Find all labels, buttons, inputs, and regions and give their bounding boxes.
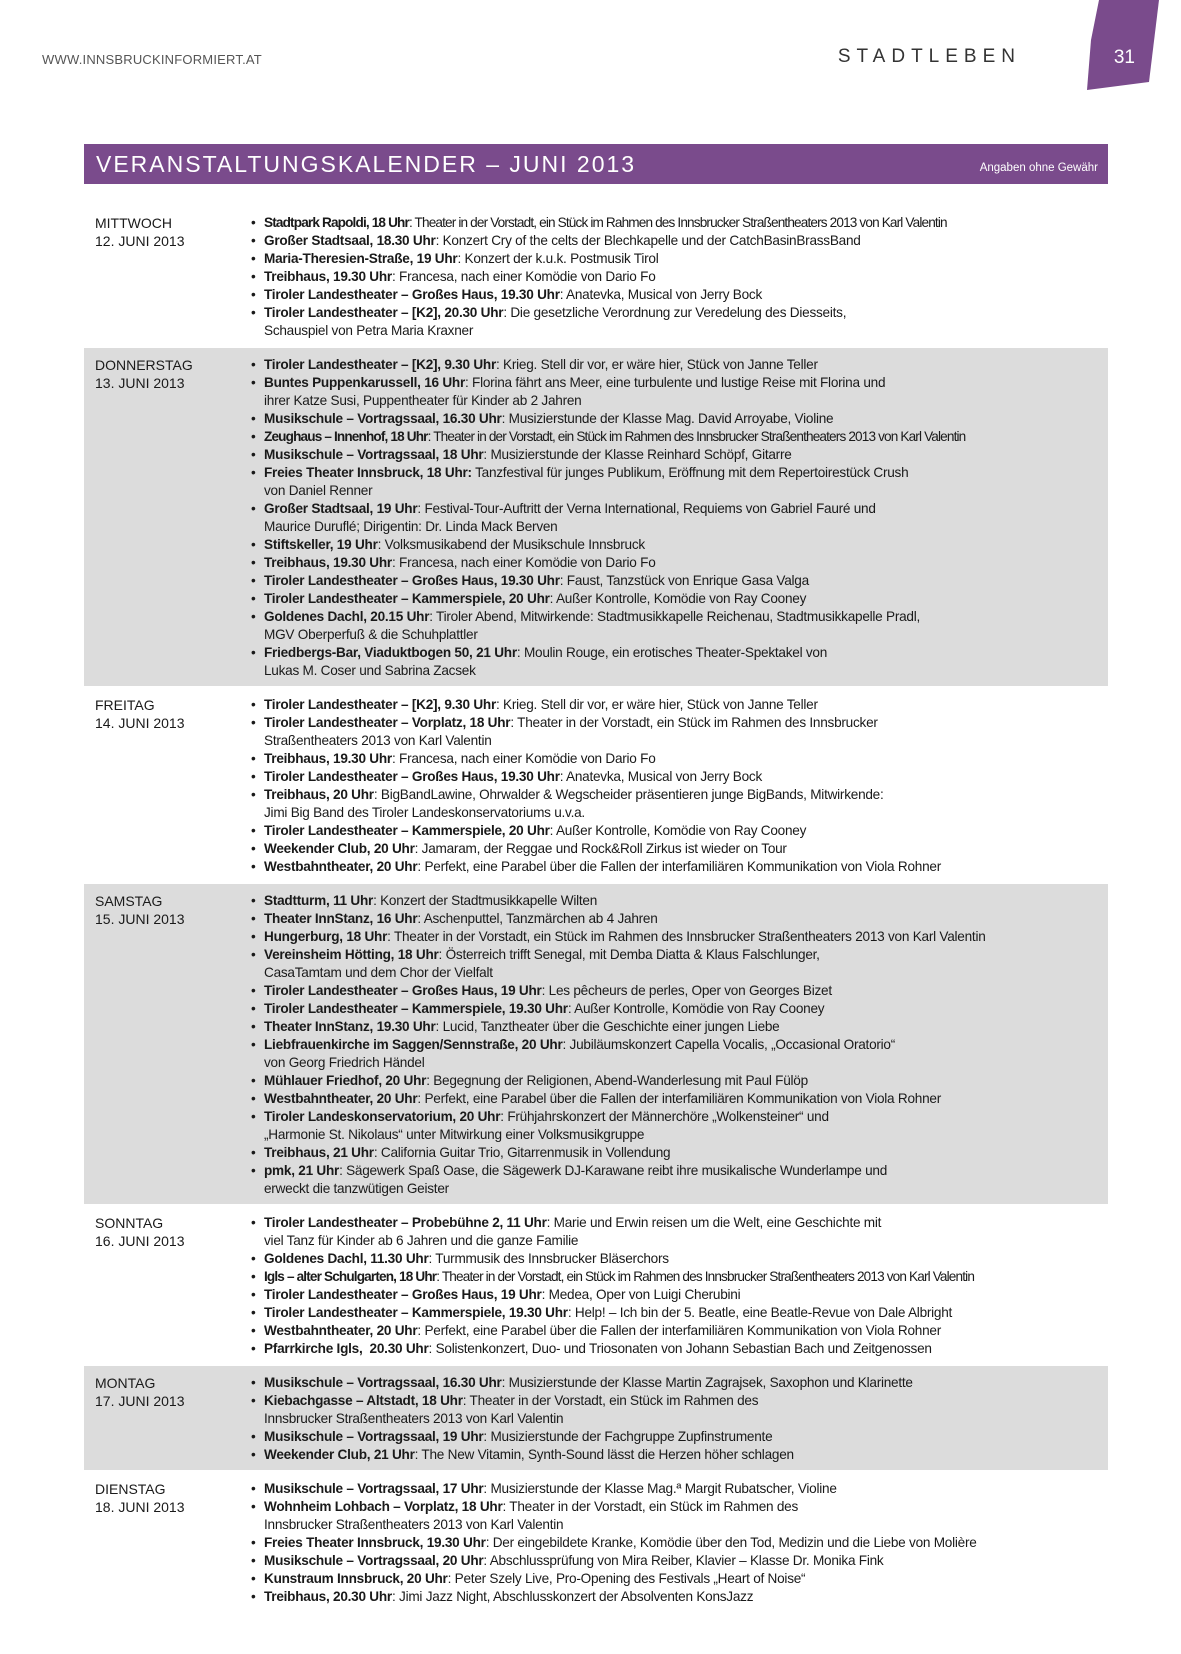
event-venue-time: Kunstraum Innsbruck, 20 Uhr xyxy=(264,1571,448,1586)
event-item xyxy=(251,214,947,232)
event-item xyxy=(251,1072,986,1090)
event-description: : Begegnung der Religionen, Abend-Wanderlesung mit Paul Fülöp xyxy=(426,1073,808,1088)
event-item xyxy=(251,822,941,840)
event-item xyxy=(251,1304,974,1322)
event-item xyxy=(251,374,965,410)
event-description: : Peter Szely Live, Pro-Opening des Festivals „Heart of Noise“ xyxy=(447,1571,806,1586)
event-description: : Anatevka, Musical von Jerry Bock xyxy=(559,769,763,784)
disclaimer: Angaben ohne Gewähr xyxy=(979,162,1098,174)
event-venue-time: Musikschule – Vortragssaal, 16.30 Uhr xyxy=(264,411,502,426)
event-venue-time: Tiroler Landestheater – [K2], 9.30 Uhr xyxy=(264,357,496,372)
event-item xyxy=(251,786,941,822)
event-venue-time: Pfarrkirche Igls, 20.30 Uhr xyxy=(264,1341,429,1356)
event-description: : Sägewerk Spaß Oase, die Sägewerk DJ-Karawane reibt ihre musikalische Wunderlampe und erweckt die tanzwütigen Geister xyxy=(264,1163,888,1196)
event-item xyxy=(251,1428,913,1446)
date: 14. JUNI 2013 xyxy=(95,715,185,731)
event-item xyxy=(251,644,965,680)
event-description: : Frühjahrskonzert der Männerchöre „Wolkensteiner“ und „Harmonie St. Nikolaus“ unter Mitwirkung einer Volksmusikgruppe xyxy=(264,1109,829,1142)
event-venue-time: Kiebachgasse – Altstadt, 18 Uhr xyxy=(264,1393,463,1408)
event-list xyxy=(251,1480,977,1606)
event-item xyxy=(251,1000,986,1018)
event-item xyxy=(251,982,986,1000)
event-item xyxy=(251,232,947,250)
event-description: : Francesa, nach einer Komödie von Dario Fo xyxy=(391,751,656,766)
event-description: : Außer Kontrolle, Komödie von Ray Cooney xyxy=(567,1001,825,1016)
event-venue-time: Westbahntheater, 20 Uhr xyxy=(264,1323,418,1338)
day-block xyxy=(84,688,1108,882)
event-item xyxy=(251,1570,977,1588)
event-description: : Volksmusikabend der Musikschule Innsbruck xyxy=(377,537,645,552)
event-venue-time: Stiftskeller, 19 Uhr xyxy=(264,537,378,552)
event-item xyxy=(251,910,986,928)
date: 15. JUNI 2013 xyxy=(95,911,185,927)
event-venue-time: Treibhaus, 20 Uhr xyxy=(264,787,374,802)
event-description: : Musizierstunde der Klasse Martin Zagrajsek, Saxophon und Klarinette xyxy=(501,1375,913,1390)
date: 17. JUNI 2013 xyxy=(95,1393,185,1409)
event-description: : Abschlussprüfung von Mira Reiber, Klavier – Klasse Dr. Monika Fink xyxy=(483,1553,884,1568)
event-item xyxy=(251,750,941,768)
weekday: FREITAG xyxy=(95,697,155,713)
event-description: : Konzert der k.u.k. Postmusik Tirol xyxy=(457,251,659,266)
day-block xyxy=(84,206,1108,346)
weekday: DONNERSTAG xyxy=(95,357,193,373)
event-venue-time: Weekender Club, 20 Uhr xyxy=(264,841,415,856)
event-item xyxy=(251,1214,974,1250)
event-venue-time: Großer Stadtsaal, 18.30 Uhr xyxy=(264,233,436,248)
event-list xyxy=(251,696,941,876)
event-venue-time: Musikschule – Vortragssaal, 19 Uhr xyxy=(264,1429,484,1444)
event-description: : Musizierstunde der Fachgruppe Zupfinstrumente xyxy=(483,1429,773,1444)
event-item xyxy=(251,590,965,608)
event-description: : Die gesetzliche Verordnung zur Veredelung des Diesseits, Schauspiel von Petra Maria Kraxner xyxy=(264,305,847,338)
event-description: : Theater in der Vorstadt, ein Stück im Rahmen des Innsbrucker Straßentheaters 2013 von Karl Valentin xyxy=(387,929,986,944)
event-venue-time: Treibhaus, 20.30 Uhr xyxy=(264,1589,392,1604)
event-list xyxy=(251,356,965,680)
event-venue-time: Westbahntheater, 20 Uhr xyxy=(264,859,418,874)
event-description: : Help! – Ich bin der 5. Beatle, eine Beatle-Revue von Dale Albright xyxy=(567,1305,953,1320)
event-venue-time: Tiroler Landestheater – [K2], 20.30 Uhr xyxy=(264,305,504,320)
event-item xyxy=(251,500,965,536)
event-description: : Theater in der Vorstadt, ein Stück im Rahmen des Innsbrucker Straßentheaters 2013 von Karl Valentin xyxy=(264,1499,799,1532)
event-venue-time: Treibhaus, 19.30 Uhr xyxy=(264,269,392,284)
event-item xyxy=(251,946,986,982)
event-item xyxy=(251,464,965,500)
event-item xyxy=(251,1340,974,1358)
event-description: : Francesa, nach einer Komödie von Dario Fo xyxy=(391,269,656,284)
event-description: : Les pêcheurs de perles, Oper von Georges Bizet xyxy=(541,983,832,998)
event-venue-time: Zeughaus – Innenhof, 18 Uhr xyxy=(264,429,428,444)
event-venue-time: Freies Theater Innsbruck, 19.30 Uhr xyxy=(264,1535,486,1550)
event-description: : Musizierstunde der Klasse Mag.ª Margit Rubatscher, Violine xyxy=(483,1481,837,1496)
event-description: : California Guitar Trio, Gitarrenmusik in Vollendung xyxy=(373,1145,671,1160)
event-list xyxy=(251,1374,913,1464)
event-venue-time: Tiroler Landestheater – Probebühne 2, 11 Uhr xyxy=(264,1215,547,1230)
weekday: MONTAG xyxy=(95,1375,156,1391)
event-venue-time: Weekender Club, 21 Uhr xyxy=(264,1447,415,1462)
event-calendar xyxy=(84,206,1108,1614)
event-item xyxy=(251,714,941,750)
event-item xyxy=(251,1322,974,1340)
event-item xyxy=(251,286,947,304)
event-venue-time: Stadtpark Rapoldi, 18 Uhr xyxy=(264,215,409,230)
event-venue-time: Wohnheim Lohbach – Vorplatz, 18 Uhr xyxy=(264,1499,503,1514)
event-description: : Jubiläumskonzert Capella Vocalis, „Occasional Oratorio“ von Georg Friedrich Händel xyxy=(264,1037,896,1070)
event-description: : Perfekt, eine Parabel über die Fallen der interfamiliären Kommunikation von Viola Rohner xyxy=(417,1091,941,1106)
event-item xyxy=(251,428,965,446)
event-description: : Krieg. Stell dir vor, er wäre hier, Stück von Janne Teller xyxy=(496,357,818,372)
event-venue-time: Großer Stadtsaal, 19 Uhr xyxy=(264,501,418,516)
date: 18. JUNI 2013 xyxy=(95,1499,185,1515)
event-description: : Solistenkonzert, Duo- und Triosonaten von Johann Sebastian Bach und Zeitgenossen xyxy=(428,1341,932,1356)
event-description: : Theater in der Vorstadt, ein Stück im Rahmen des Innsbrucker Straßentheaters 2013 von Karl Valentin xyxy=(408,215,947,230)
event-venue-time: Treibhaus, 19.30 Uhr xyxy=(264,751,392,766)
weekday: SONNTAG xyxy=(95,1215,164,1231)
event-item xyxy=(251,928,986,946)
event-description: : Lucid, Tanztheater über die Geschichte einer jungen Liebe xyxy=(435,1019,780,1034)
event-list xyxy=(251,892,986,1198)
event-item xyxy=(251,840,941,858)
calendar-banner xyxy=(84,144,1108,184)
event-venue-time: Musikschule – Vortragssaal, 16.30 Uhr xyxy=(264,1375,502,1390)
event-item xyxy=(251,250,947,268)
date: 12. JUNI 2013 xyxy=(95,233,185,249)
event-description: : Musizierstunde der Klasse Reinhard Schöpf, Gitarre xyxy=(483,447,792,462)
event-item xyxy=(251,1374,913,1392)
event-description: : Theater in der Vorstadt, ein Stück im Rahmen des Innsbrucker Straßentheaters 2013 von Karl Valentin xyxy=(264,715,878,748)
event-item xyxy=(251,1036,986,1072)
event-venue-time: Liebfrauenkirche im Saggen/Sennstraße, 20 Uhr xyxy=(264,1037,563,1052)
event-item xyxy=(251,1446,913,1464)
event-list xyxy=(251,214,947,340)
day-date xyxy=(84,1214,251,1358)
event-description: : Perfekt, eine Parabel über die Fallen der interfamiliären Kommunikation von Viola Rohner xyxy=(417,859,941,874)
event-item xyxy=(251,410,965,428)
event-description: : Perfekt, eine Parabel über die Fallen der interfamiliären Kommunikation von Viola Rohner xyxy=(417,1323,941,1338)
event-item xyxy=(251,356,965,374)
event-item xyxy=(251,1250,974,1268)
date: 13. JUNI 2013 xyxy=(95,375,185,391)
event-description: : Anatevka, Musical von Jerry Bock xyxy=(559,287,763,302)
event-item xyxy=(251,608,965,644)
event-venue-time: Tiroler Landestheater – Großes Haus, 19 Uhr xyxy=(264,1287,542,1302)
event-item xyxy=(251,1498,977,1534)
event-venue-time: Freies Theater Innsbruck, 18 Uhr: xyxy=(264,465,472,480)
event-venue-time: Treibhaus, 19.30 Uhr xyxy=(264,555,392,570)
event-description: : Österreich trifft Senegal, mit Demba Diatta & Klaus Falschlunger, CasaTamtam und dem Chor der Vielfalt xyxy=(264,947,820,980)
event-description: : Turmmusik des Innsbrucker Bläserchors xyxy=(428,1251,669,1266)
event-item xyxy=(251,1268,974,1286)
page-tab xyxy=(1087,0,1159,90)
event-venue-time: Treibhaus, 21 Uhr xyxy=(264,1145,374,1160)
event-description: : Aschenputtel, Tanzmärchen ab 4 Jahren xyxy=(417,911,658,926)
event-venue-time: Buntes Puppenkarussell, 16 Uhr xyxy=(264,375,465,390)
event-list xyxy=(251,1214,974,1358)
event-venue-time: Tiroler Landeskonservatorium, 20 Uhr xyxy=(264,1109,501,1124)
event-item xyxy=(251,268,947,286)
day-block xyxy=(84,1366,1108,1470)
event-description: : Medea, Oper von Luigi Cherubini xyxy=(541,1287,741,1302)
event-venue-time: Hungerburg, 18 Uhr xyxy=(264,929,388,944)
event-venue-time: Goldenes Dachl, 11.30 Uhr xyxy=(264,1251,429,1266)
day-block xyxy=(84,348,1108,686)
day-date xyxy=(84,356,251,680)
event-venue-time: Vereinsheim Hötting, 18 Uhr xyxy=(264,947,439,962)
event-description: : Außer Kontrolle, Komödie von Ray Cooney xyxy=(549,823,807,838)
event-description: : BigBandLawine, Ohrwalder & Wegscheider präsentieren junge BigBands, Mitwirkende: Jimi Big Band des Tiroler Landeskonservatoriums u.v.a. xyxy=(264,787,884,820)
event-description: : Faust, Tanzstück von Enrique Gasa Valga xyxy=(559,573,809,588)
day-date xyxy=(84,892,251,1198)
event-item xyxy=(251,554,965,572)
event-venue-time: Igls – alter Schulgarten, 18 Uhr xyxy=(264,1269,437,1284)
event-item xyxy=(251,304,947,340)
day-block xyxy=(84,1206,1108,1364)
event-item xyxy=(251,1144,986,1162)
event-description: : Jamaram, der Reggae und Rock&Roll Zirkus ist wieder on Tour xyxy=(414,841,787,856)
event-description: : Musizierstunde der Klasse Mag. David Arroyabe, Violine xyxy=(501,411,834,426)
event-venue-time: Friedbergs-Bar, Viaduktbogen 50, 21 Uhr xyxy=(264,645,517,660)
event-venue-time: Tiroler Landestheater – Großes Haus, 19.30 Uhr xyxy=(264,769,560,784)
event-description: : Tiroler Abend, Mitwirkende: Stadtmusikkapelle Reichenau, Stadtmusikkapelle Pradl, MGV Oberperfuß & die Schuhplattler xyxy=(264,609,921,642)
event-description: Tanzfestival für junges Publikum, Eröffnung mit dem Repertoirestück Crush von Daniel Renner xyxy=(264,465,909,498)
event-item xyxy=(251,892,986,910)
event-description: : The New Vitamin, Synth-Sound lässt die Herzen höher schlagen xyxy=(414,1447,794,1462)
event-description: : Festival-Tour-Auftritt der Verna International, Requiems von Gabriel Fauré und Maurice Duruflé; Dirigentin: Dr. Linda Mack Berven xyxy=(264,501,876,534)
event-description: : Der eingebildete Kranke, Komödie über den Tod, Medizin und die Liebe von Molière xyxy=(485,1535,977,1550)
event-description: : Außer Kontrolle, Komödie von Ray Cooney xyxy=(549,591,807,606)
event-description: : Konzert Cry of the celts der Blechkapelle und der CatchBasinBrassBand xyxy=(435,233,861,248)
event-item xyxy=(251,1286,974,1304)
event-item xyxy=(251,1534,977,1552)
page-number: 31 xyxy=(1113,47,1135,68)
event-venue-time: Musikschule – Vortragssaal, 18 Uhr xyxy=(264,447,484,462)
event-description: : Florina fährt ans Meer, eine turbulente und lustige Reise mit Florina und ihrer Katze Susi, Puppentheater für Kinder ab 2 Jahren xyxy=(264,375,886,408)
event-venue-time: Tiroler Landestheater – [K2], 9.30 Uhr xyxy=(264,697,496,712)
event-description: : Moulin Rouge, ein erotisches Theater-Spektakel von Lukas M. Coser und Sabrina Zacsek xyxy=(264,645,828,678)
event-description: : Krieg. Stell dir vor, er wäre hier, Stück von Janne Teller xyxy=(496,697,818,712)
day-date xyxy=(84,696,251,876)
day-date xyxy=(84,214,251,340)
event-venue-time: Goldenes Dachl, 20.15 Uhr xyxy=(264,609,430,624)
day-date xyxy=(84,1480,251,1606)
event-item xyxy=(251,1552,977,1570)
event-venue-time: Musikschule – Vortragssaal, 20 Uhr xyxy=(264,1553,484,1568)
event-venue-time: Tiroler Landestheater – Großes Haus, 19.30 Uhr xyxy=(264,573,560,588)
event-venue-time: Mühlauer Friedhof, 20 Uhr xyxy=(264,1073,427,1088)
section-title: STADTLEBEN xyxy=(837,46,1021,67)
event-venue-time: Westbahntheater, 20 Uhr xyxy=(264,1091,418,1106)
event-item xyxy=(251,536,965,554)
event-item xyxy=(251,572,965,590)
weekday: MITTWOCH xyxy=(95,215,172,231)
day-block xyxy=(84,1472,1108,1612)
event-venue-time: Tiroler Landestheater – Großes Haus, 19.30 Uhr xyxy=(264,287,560,302)
event-item xyxy=(251,768,941,786)
event-venue-time: Maria-Theresien-Straße, 19 Uhr xyxy=(264,251,458,266)
event-venue-time: Tiroler Landestheater – Vorplatz, 18 Uhr xyxy=(264,715,511,730)
event-description: : Konzert der Stadtmusikkapelle Wilten xyxy=(373,893,598,908)
event-venue-time: Tiroler Landestheater – Kammerspiele, 20 Uhr xyxy=(264,591,550,606)
event-description: : Marie und Erwin reisen um die Welt, eine Geschichte mit viel Tanz für Kinder ab 6 Jahren und die ganze Familie xyxy=(264,1215,882,1248)
event-venue-time: Stadtturm, 11 Uhr xyxy=(264,893,374,908)
event-item xyxy=(251,858,941,876)
calendar-title: VERANSTALTUNGSKALENDER – JUNI 2013 xyxy=(96,151,637,177)
event-venue-time: Theater InnStanz, 16 Uhr xyxy=(264,911,418,926)
event-venue-time: Tiroler Landestheater – Kammerspiele, 19.30 Uhr xyxy=(264,1001,568,1016)
event-venue-time: Tiroler Landestheater – Kammerspiele, 19.30 Uhr xyxy=(264,1305,568,1320)
event-item xyxy=(251,1162,986,1198)
event-item xyxy=(251,1108,986,1144)
day-date xyxy=(84,1374,251,1464)
day-block xyxy=(84,884,1108,1204)
event-item xyxy=(251,1588,977,1606)
event-venue-time: Tiroler Landestheater – Kammerspiele, 20 Uhr xyxy=(264,823,550,838)
date: 16. JUNI 2013 xyxy=(95,1233,185,1249)
event-description: : Jimi Jazz Night, Abschlusskonzert der Absolventen KonsJazz xyxy=(391,1589,754,1604)
event-item xyxy=(251,1392,913,1428)
event-venue-time: Musikschule – Vortragssaal, 17 Uhr xyxy=(264,1481,484,1496)
event-description: : Theater in der Vorstadt, ein Stück im Rahmen des Innsbrucker Straßentheaters 2013 von Karl Valentin xyxy=(436,1269,975,1284)
website-url: WWW.INNSBRUCKINFORMIERT.AT xyxy=(42,52,262,67)
weekday: SAMSTAG xyxy=(95,893,163,909)
event-venue-time: Tiroler Landestheater – Großes Haus, 19 Uhr xyxy=(264,983,542,998)
event-item xyxy=(251,696,941,714)
event-description: : Francesa, nach einer Komödie von Dario Fo xyxy=(391,555,656,570)
event-description: : Theater in der Vorstadt, ein Stück im Rahmen des Innsbrucker Straßentheaters 2013 von Karl Valentin xyxy=(264,1393,759,1426)
weekday: DIENSTAG xyxy=(95,1481,166,1497)
event-item xyxy=(251,446,965,464)
event-item xyxy=(251,1090,986,1108)
event-item xyxy=(251,1480,977,1498)
event-venue-time: pmk, 21 Uhr xyxy=(264,1163,340,1178)
event-description: : Theater in der Vorstadt, ein Stück im Rahmen des Innsbrucker Straßentheaters 2013 von Karl Valentin xyxy=(427,429,966,444)
event-item xyxy=(251,1018,986,1036)
event-venue-time: Theater InnStanz, 19.30 Uhr xyxy=(264,1019,436,1034)
